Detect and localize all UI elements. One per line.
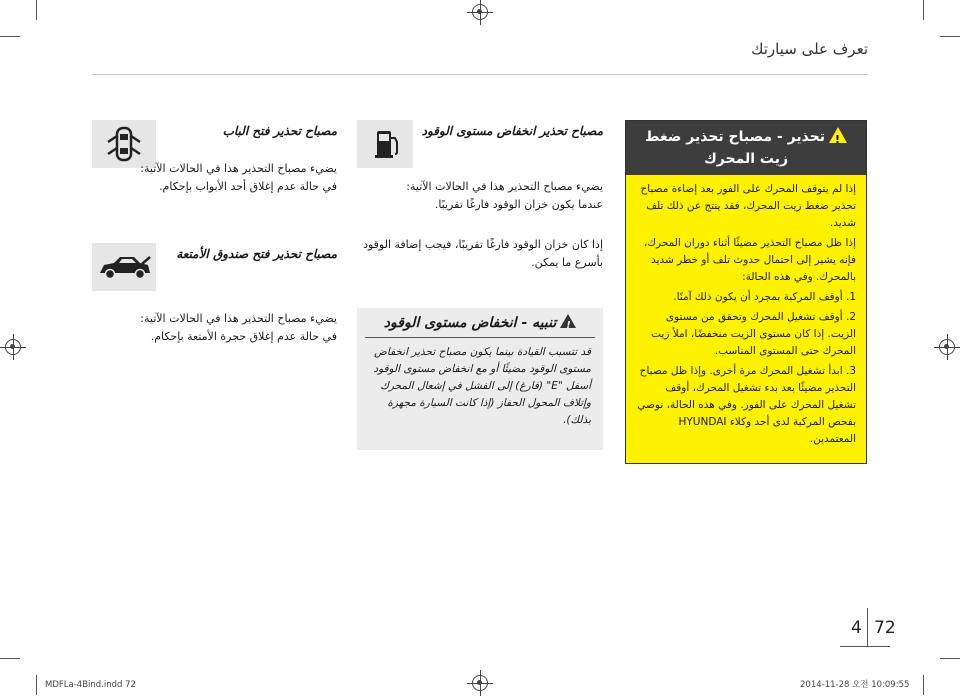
trunk-open-icon (92, 243, 156, 291)
crop-mark (36, 0, 37, 20)
warning-step: 2. أوقف تشغيل المحرك وتحقق من مستوى الزيت. إذا كان مستوى الزيت منخفضًا، املأ زيت المحرك حتى المستوى المناسب. (651, 311, 856, 357)
fuel-warning-advice: إذا كان خزان الوقود فارغًا تقريبًا، فيجب إضافة الوقود بأسرع ما يمكن. (363, 238, 603, 269)
low-fuel-caution-box (357, 308, 603, 450)
trunk-paragraph: يضيء مصباح التحذير هذا في الحالات الآتية: (140, 312, 337, 325)
crop-mark (36, 675, 37, 695)
fuel-paragraph: عندما يكون خزان الوقود فارغًا تقريبًا. (434, 198, 603, 211)
crop-mark (0, 36, 20, 37)
warning-step: 1. أوقف المركبة بمجرد أن يكون ذلك آمنًا. (673, 291, 856, 303)
registration-mark-icon (472, 4, 488, 20)
chapter-number: 4 (851, 618, 862, 638)
page-number: 72 (874, 618, 896, 638)
door-warning-text (92, 160, 337, 196)
registration-mark-icon (939, 339, 955, 355)
door-warning-title: مصباح تحذير فتح الباب (222, 124, 337, 138)
section-title: تعرف على سيارتك (751, 40, 868, 58)
fuel-pump-icon (357, 120, 413, 168)
crop-mark (923, 0, 924, 20)
page-number-divider (867, 608, 868, 646)
fuel-warning-text (357, 178, 603, 214)
trunk-warning-text (92, 310, 337, 346)
fuel-paragraph: يضيء مصباح التحذير هذا في الحالات الآتية: (406, 180, 603, 193)
crop-mark (923, 675, 924, 695)
caution-title-text: تنبيه - انخفاض مستوى الوقود (383, 315, 557, 331)
warning-body (626, 175, 866, 457)
warning-triangle-icon (829, 127, 847, 143)
oil-pressure-warning-box (625, 120, 867, 464)
registration-mark-icon (472, 675, 488, 691)
warning-bullet: إذا لم يتوقف المحرك على الفور بعد إضاءة مصباح تحذير ضغط زيت المحرك، فقد ينتج عن ذلك تلف شديد. (640, 183, 856, 229)
warning-title (626, 121, 866, 175)
trunk-warning-title: مصباح تحذير فتح صندوق الأمتعة (176, 247, 337, 261)
crop-mark (0, 658, 20, 659)
crop-mark (940, 658, 960, 659)
caution-body: قد تتسبب القيادة بينما يكون مصباح تحذير انخفاض مستوى الوقود مضيئًا أو مع انخفاض مستوى الوقود أسفل "E" (فارغ) إلى الفشل في إشعال المحرك وإتلاف المحول الحفاز (إذا كانت السيارة مجهزة بذلك). (373, 346, 591, 426)
caution-title (365, 314, 595, 338)
caution-triangle-icon (560, 314, 576, 328)
registration-mark-icon (5, 339, 21, 355)
warning-title-text: تحذير - مصباح تحذير ضغط زيت المحرك (644, 129, 826, 167)
warning-bullet: إذا ظل مصباح التحذير مضيئًا أثناء دوران المحرك، فإنه يشير إلى احتمال حدوث تلف أو خطر شديد بالمحرك. وفي هذه الحالة: (643, 237, 856, 283)
trunk-icon-box (92, 243, 156, 291)
warning-step: 3. ابدأ تشغيل المحرك مرة أخرى. وإذا ظل مصباح التحذير مضيئًا بعد بدء تشغيل المحرك، أوقف تشغيل المحرك على الفور. وفي هذه الحالة، نوصي بفحص المركبة لدى أحد وكلاء HYUNDAI المعتمدين. (637, 365, 856, 445)
door-paragraph: في حالة عدم إغلاق أحد الأبواب بإحكام. (159, 180, 337, 193)
header-divider (92, 74, 868, 75)
footer-timestamp: 2014-11-28 오전 10:09:55 (800, 680, 910, 690)
footer-filename: MDFLa-4Bind.indd 72 (45, 680, 136, 690)
fuel-icon-box (357, 120, 413, 168)
fuel-warning-title: مصباح تحذير انخفاض مستوى الوقود (421, 124, 603, 138)
trunk-paragraph: في حالة عدم إغلاق حجرة الأمتعة بإحكام. (150, 330, 337, 343)
page-number-rule (840, 646, 890, 647)
door-paragraph: يضيء مصباح التحذير هذا في الحالات الآتية: (140, 162, 337, 175)
crop-mark (940, 36, 960, 37)
